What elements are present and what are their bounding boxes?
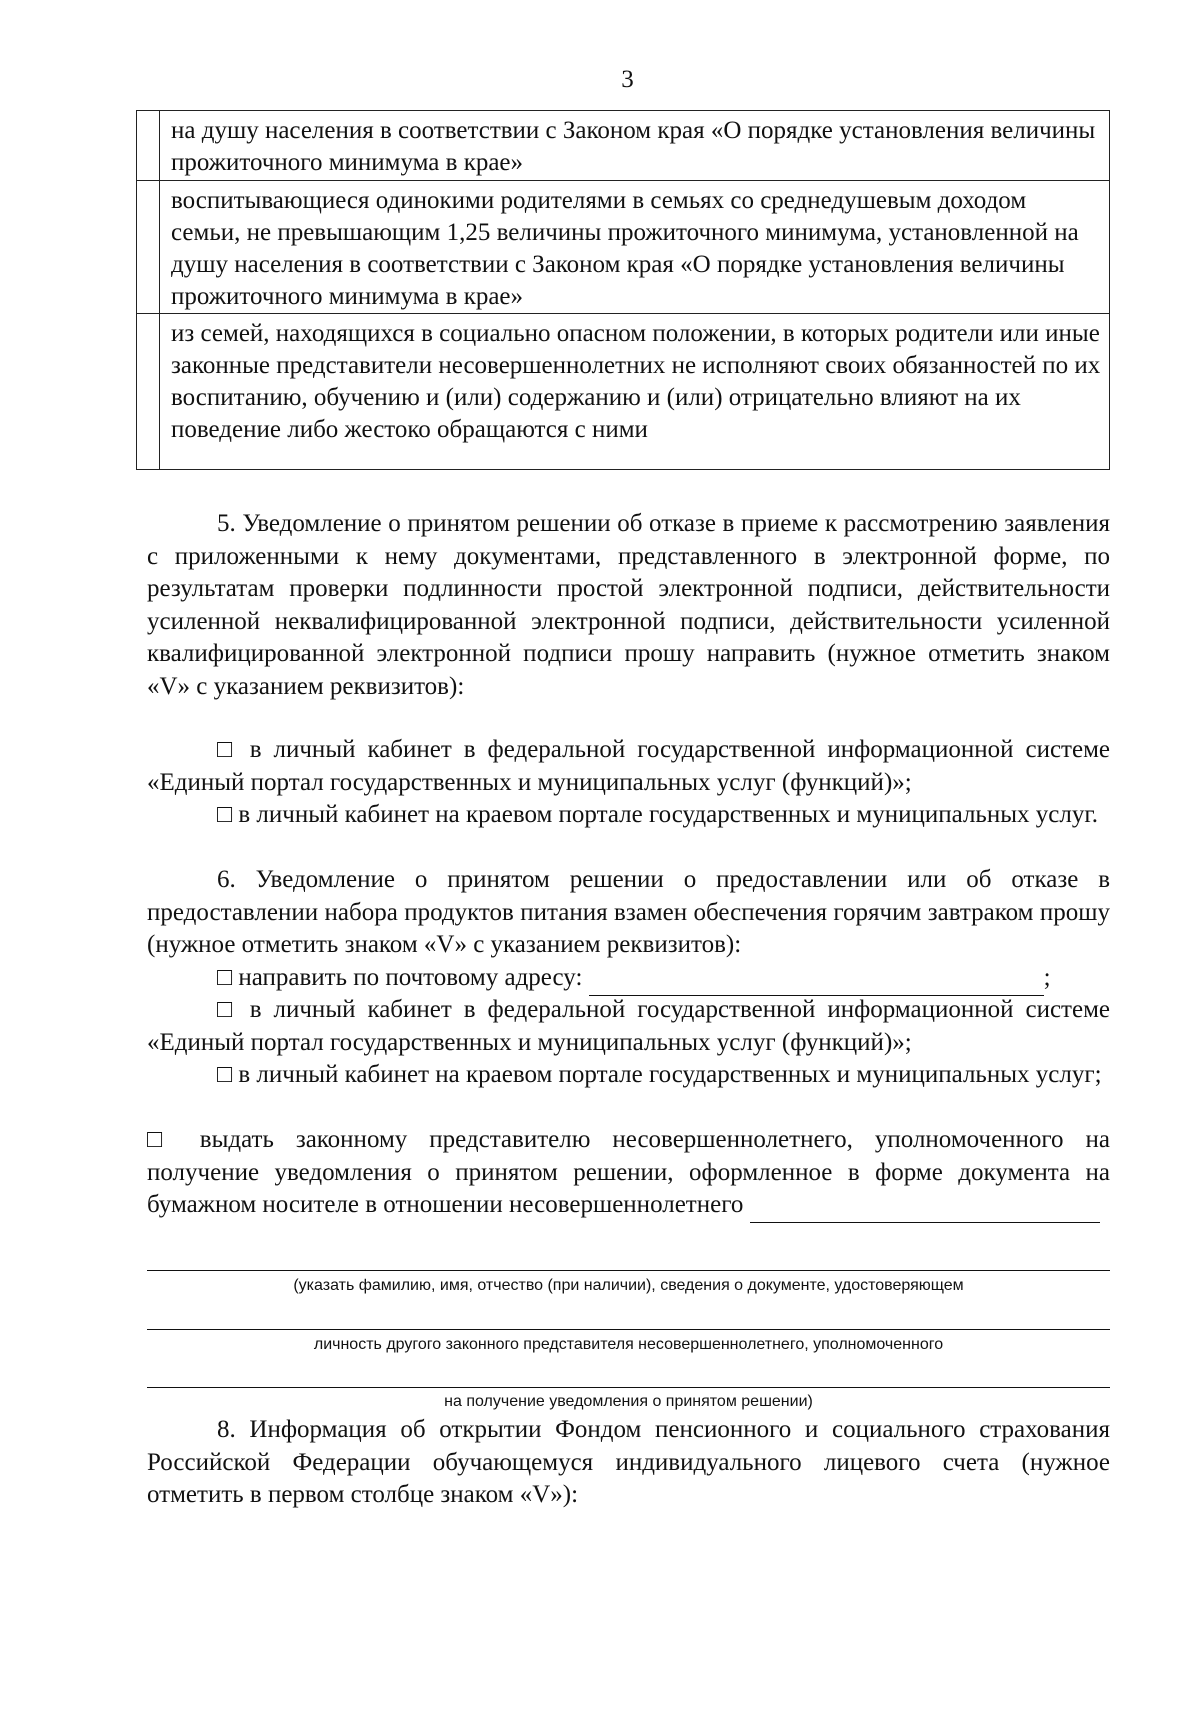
- section-6-option-portal[interactable]: □ в личный кабинет в федеральной государственной информационной системе «Единый портал государственных и муниципальных услуг (функций)»;: [147, 996, 1110, 1056]
- section-6-option-postal[interactable]: [147, 962, 1110, 996]
- table-row: [137, 181, 1110, 314]
- table-row: [137, 314, 1110, 470]
- fill-line[interactable]: [147, 1270, 1110, 1271]
- table-row: [137, 111, 1110, 181]
- fill-line[interactable]: [147, 1387, 1110, 1388]
- criteria-text: на душу населения в соответствии с Законом края «О порядке установления величины прожиточного минимума в крае»: [160, 111, 1110, 181]
- section-6-option-regional-portal[interactable]: □ в личный кабинет на краевом портале государственных и муниципальных услуг;: [217, 1061, 1102, 1088]
- checkbox-cell[interactable]: [137, 111, 160, 181]
- criteria-table: [136, 110, 1110, 470]
- criteria-text: воспитывающиеся одинокими родителями в семьях со среднедушевым доходом семьи, не превышающим 1,25 величины прожиточного минимума, установленной на душу населения в соответствии с Законом края «О порядке установления величины прожиточного минимума в крае»: [160, 181, 1110, 314]
- section-6-text: 6. Уведомление о принятом решении о предоставлении или об отказе в предоставлении набора продуктов питания взамен обеспечения горячим завтраком прошу (нужное отметить знаком «V» с указанием реквизитов):: [147, 866, 1110, 958]
- criteria-text: из семей, находящихся в социально опасном положении, в которых родители или иные законные представители несовершеннолетних не исполняют своих обязанностей по их воспитанию, обучению и (или) содержанию и (или) отрицательно влияют на их поведение либо жестоко обращаются с ними: [160, 314, 1110, 470]
- minor-name-field[interactable]: [750, 1189, 1100, 1223]
- caption-line-3: на получение уведомления о принятом решении): [444, 1393, 813, 1410]
- postal-address-field[interactable]: [589, 962, 1044, 996]
- caption-line-1: (указать фамилию, имя, отчество (при наличии), сведения о документе, удостоверяющем: [293, 1277, 964, 1294]
- fill-line[interactable]: [147, 1329, 1110, 1330]
- paper-option-text: □ выдать законному представителю несовершеннолетнего, уполномоченного на получение уведомления о принятом решении, оформленное в форме документа на бумажном носителе в отношении несовершеннолетнего: [147, 1126, 1110, 1218]
- section-6-option-paper[interactable]: [147, 1124, 1110, 1223]
- postal-option-end: ;: [1043, 964, 1051, 991]
- caption-line-2: личность другого законного представителя несовершеннолетнего, уполномоченного: [313, 1336, 944, 1353]
- section-5-option-portal[interactable]: □ в личный кабинет в федеральной государственной информационной системе «Единый портал государственных и муниципальных услуг (функций)»;: [147, 736, 1110, 796]
- section-5-text: 5. Уведомление о принятом решении об отказе в приеме к рассмотрению заявления с приложенными к нему документами, представленного в электронной форме, по результатам проверки подлинности простой электронной подписи, действительности усиленной неквалифицированной электронной подписи, действительности усиленной квалифицированной электронной подписи прошу направить (нужное отметить знаком «V» с указанием реквизитов):: [147, 510, 1110, 700]
- checkbox-cell[interactable]: [137, 314, 160, 470]
- section-5-option-regional-portal[interactable]: □ в личный кабинет на краевом портале государственных и муниципальных услуг.: [217, 801, 1099, 828]
- checkbox-cell[interactable]: [137, 181, 160, 314]
- postal-option-label: □ направить по почтовому адресу:: [217, 964, 583, 991]
- page-number: 3: [621, 66, 634, 93]
- section-8-text: 8. Информация об открытии Фондом пенсионного и социального страхования Российской Федерации обучающемуся индивидуального лицевого счета (нужное отметить в первом столбце знаком «V»):: [147, 1416, 1110, 1508]
